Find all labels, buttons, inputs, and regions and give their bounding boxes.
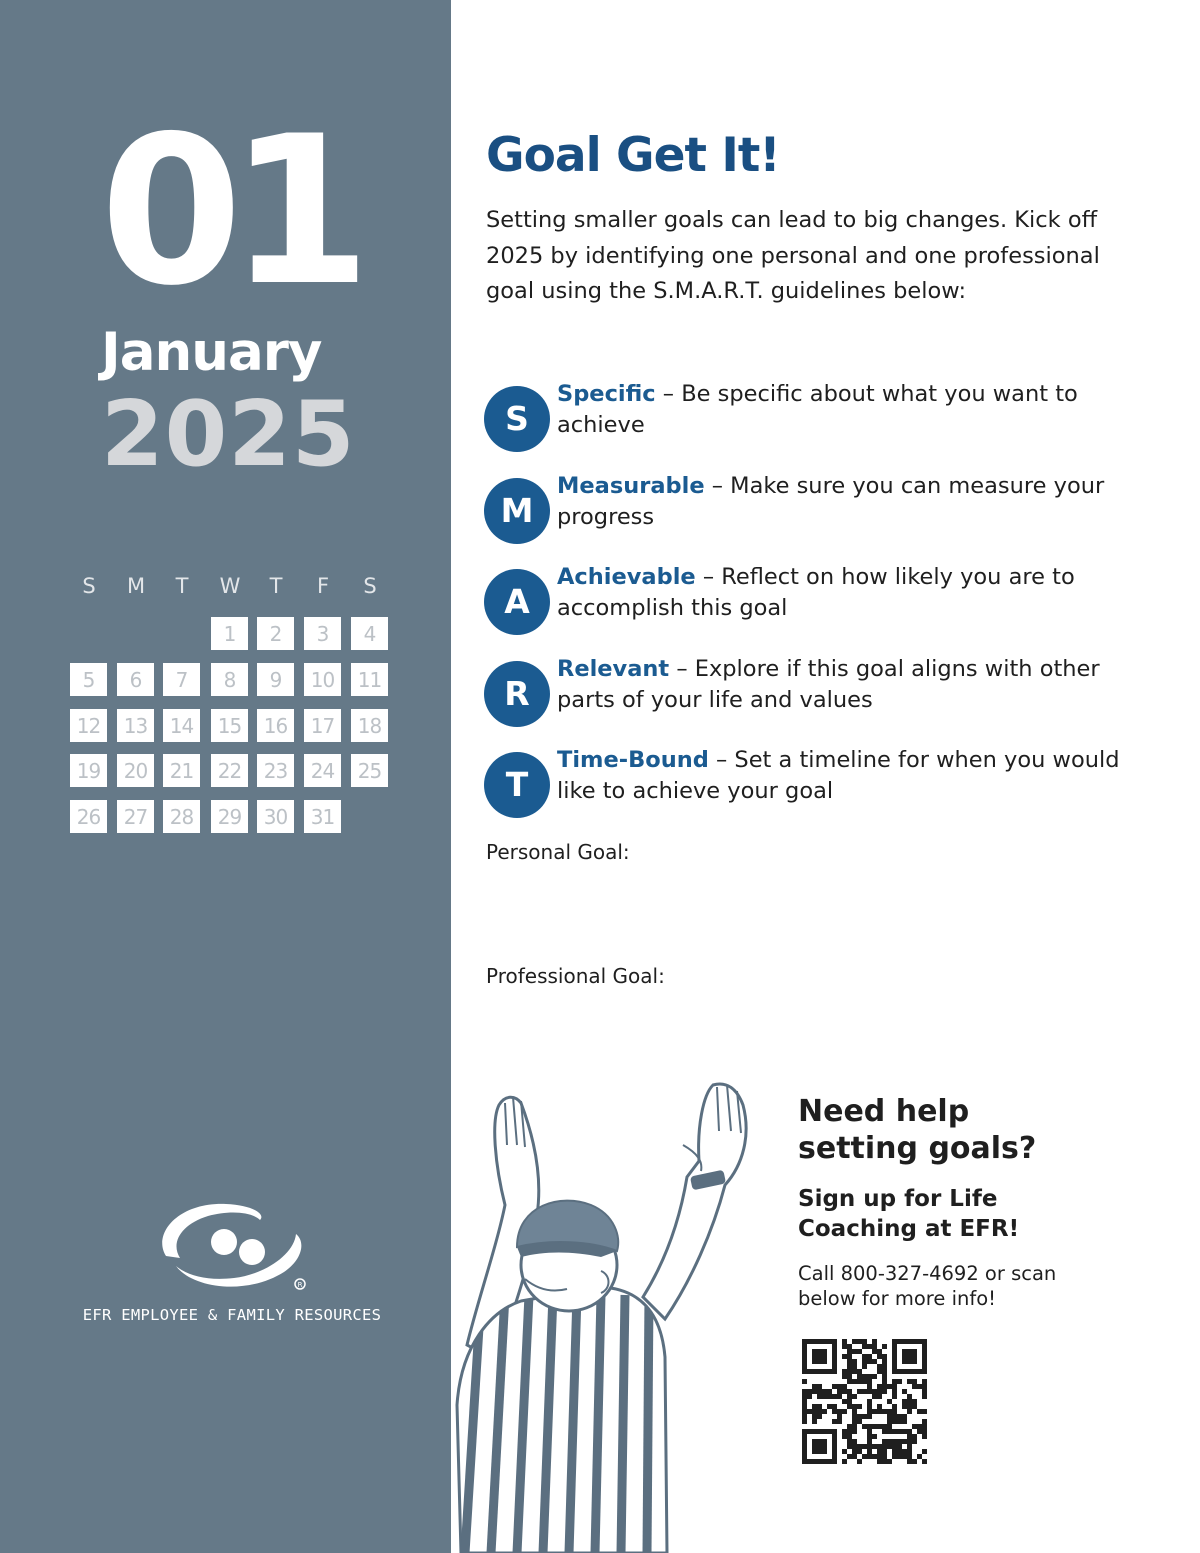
smart-detail: – Reflect on how likely you are to accomplish this goal xyxy=(557,564,1075,621)
calendar-day: 18 xyxy=(351,709,388,742)
calendar-day: 8 xyxy=(211,663,248,696)
calendar-day: 11 xyxy=(351,663,388,696)
calendar-day: 17 xyxy=(304,709,341,742)
calendar-day: 2 xyxy=(257,617,294,650)
professional-goal-label: Professional Goal: xyxy=(486,964,665,988)
calendar-weekday: S xyxy=(363,574,377,598)
calendar-day: 28 xyxy=(163,800,200,833)
smart-letter-badge: A xyxy=(484,569,550,635)
smart-term: Specific xyxy=(557,381,656,407)
calendar-day: 5 xyxy=(70,663,107,696)
calendar-day: 1 xyxy=(211,617,248,650)
smart-term: Time-Bound xyxy=(557,747,709,773)
smart-detail: – Make sure you can measure your progress xyxy=(557,473,1105,530)
smart-letter-badge: S xyxy=(484,386,550,452)
smart-description xyxy=(557,745,1142,807)
qr-code-icon[interactable] xyxy=(802,1339,928,1465)
smart-letter-badge: T xyxy=(484,752,550,818)
calendar-day: 13 xyxy=(117,709,154,742)
help-subheading: Sign up for Life Coaching at EFR! xyxy=(798,1186,1020,1242)
calendar-day: 7 xyxy=(163,663,200,696)
calendar-weekday: F xyxy=(316,574,330,598)
calendar-day: 27 xyxy=(117,800,154,833)
calendar-day: 14 xyxy=(163,709,200,742)
calendar-day: 4 xyxy=(351,617,388,650)
calendar-day: 21 xyxy=(163,754,200,787)
month-name: January xyxy=(101,322,322,383)
calendar-day: 22 xyxy=(211,754,248,787)
help-heading: Need help setting goals? xyxy=(798,1094,1037,1166)
referee-touchdown-illustration xyxy=(451,1075,781,1553)
calendar-weekday: W xyxy=(219,574,241,598)
calendar-weekday: M xyxy=(126,574,146,598)
calendar-day: 29 xyxy=(211,800,248,833)
calendar-day: 9 xyxy=(257,663,294,696)
smart-detail: – Be specific about what you want to achieve xyxy=(557,381,1078,438)
year: 2025 xyxy=(101,382,356,487)
logo-text: EFR EMPLOYEE & FAMILY RESOURCES xyxy=(82,1306,382,1324)
page-title: Goal Get It! xyxy=(486,128,780,183)
calendar-day: 23 xyxy=(257,754,294,787)
calendar-day: 10 xyxy=(304,663,341,696)
month-number: 01 xyxy=(100,93,358,331)
sidebar xyxy=(0,0,451,1553)
help-call-text: Call 800-327-4692 or scan below for more info! xyxy=(798,1262,1057,1310)
personal-goal-label: Personal Goal: xyxy=(486,840,630,864)
calendar-day: 24 xyxy=(304,754,341,787)
smart-term: Relevant xyxy=(557,656,670,682)
calendar-day: 15 xyxy=(211,709,248,742)
svg-text:R: R xyxy=(297,1281,303,1289)
calendar-day: 12 xyxy=(70,709,107,742)
smart-detail: – Set a timeline for when you would like to achieve your goal xyxy=(557,747,1120,804)
smart-description xyxy=(557,379,1142,441)
smart-detail: – Explore if this goal aligns with other parts of your life and values xyxy=(557,656,1100,713)
smart-description xyxy=(557,562,1142,624)
calendar-weekday: T xyxy=(269,574,283,598)
calendar-day: 26 xyxy=(70,800,107,833)
smart-letter-badge: R xyxy=(484,661,550,727)
smart-letter-badge: M xyxy=(484,478,550,544)
calendar-day: 16 xyxy=(257,709,294,742)
calendar-day: 3 xyxy=(304,617,341,650)
smart-description xyxy=(557,654,1142,716)
calendar-day: 6 xyxy=(117,663,154,696)
smart-description xyxy=(557,471,1142,533)
calendar-day: 30 xyxy=(257,800,294,833)
calendar-weekday: S xyxy=(82,574,96,598)
smart-term: Measurable xyxy=(557,473,705,499)
calendar-day: 25 xyxy=(351,754,388,787)
smart-term: Achievable xyxy=(557,564,696,590)
efr-logo-icon xyxy=(148,1198,308,1294)
calendar-day: 31 xyxy=(304,800,341,833)
calendar-weekday: T xyxy=(175,574,189,598)
intro-paragraph: Setting smaller goals can lead to big changes. Kick off 2025 by identifying one personal and one professional goal using the S.M.A.R.T. guidelines below: xyxy=(486,207,1100,304)
calendar-day: 20 xyxy=(117,754,154,787)
calendar-day: 19 xyxy=(70,754,107,787)
